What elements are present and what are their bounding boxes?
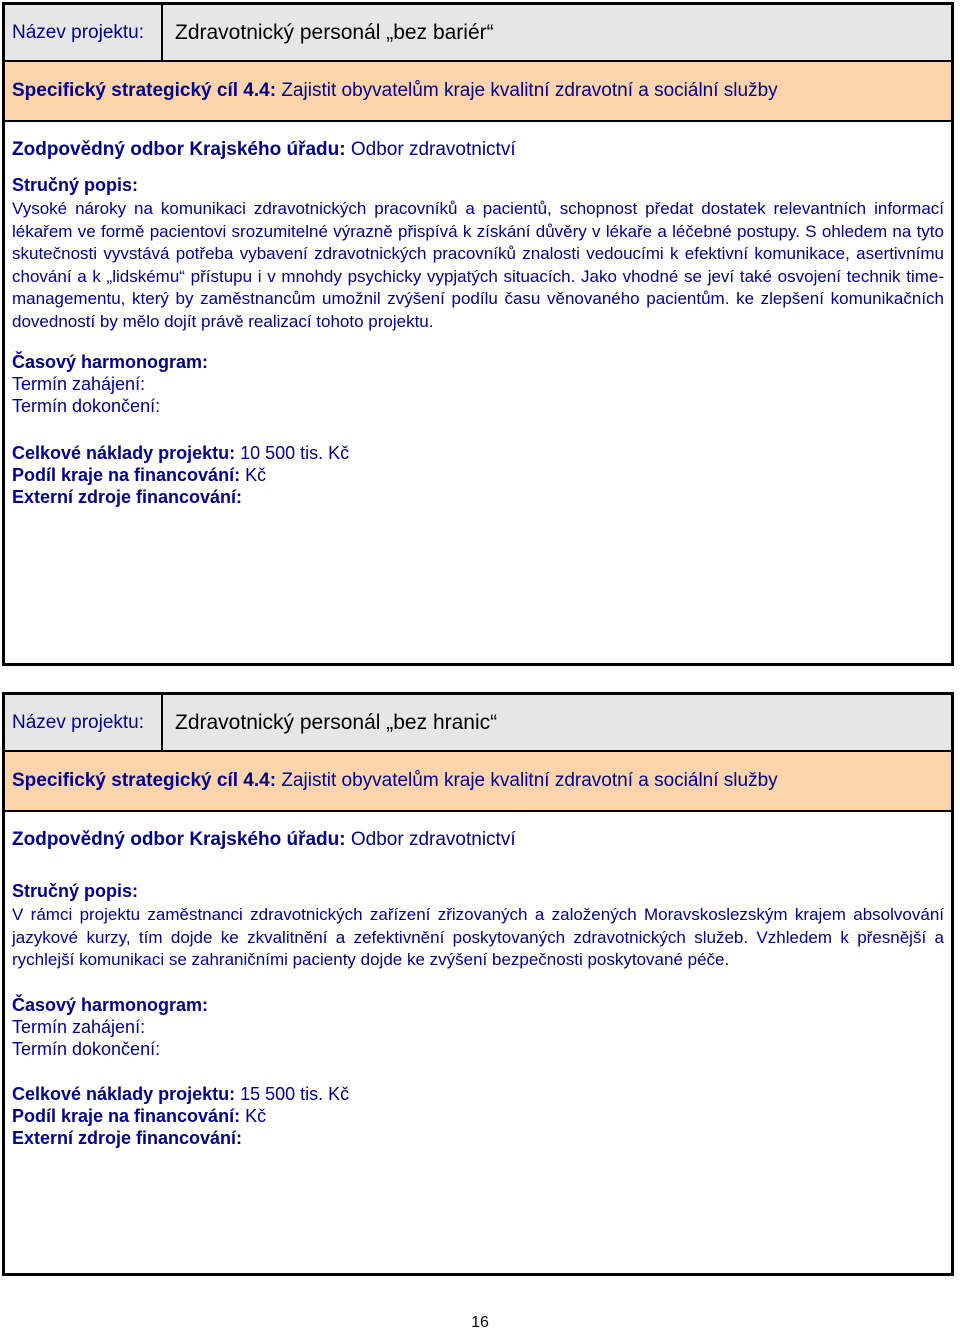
project-details (5, 139, 951, 508)
strategic-goal-key: Specifický strategický cíl 4.4: (12, 770, 277, 791)
region-share-line (12, 465, 944, 486)
external-funding-key: Externí zdroje financování: (12, 1127, 243, 1148)
department-value: Odbor zdravotnictví (350, 139, 516, 160)
total-cost-value: 10 500 tis. Kč (240, 443, 350, 463)
department-key: Zodpovědný odbor Krajského úřadu: (12, 829, 346, 850)
department-line (12, 829, 944, 851)
project-name-label: Název projektu: (5, 5, 163, 60)
strategic-goal-row (5, 62, 951, 122)
project-card-1 (2, 2, 954, 666)
department-line (12, 139, 944, 161)
schedule-label: Časový harmonogram: (12, 352, 209, 372)
project-name-value: Zdravotnický personál „bez bariér“ (175, 20, 494, 44)
region-share-key: Podíl kraje na financování: (12, 1105, 241, 1126)
start-date-label: Termín zahájení: (12, 1016, 146, 1037)
start-date-label: Termín zahájení: (12, 374, 146, 394)
total-cost-line (12, 1084, 944, 1105)
project-details (5, 829, 951, 1149)
region-share-value: Kč (245, 1105, 267, 1126)
project-name-value: Zdravotnický personál „bez hranic“ (175, 710, 498, 734)
department-value: Odbor zdravotnictví (350, 829, 516, 850)
strategic-goal-value: Zajistit obyvatelům kraje kvalitní zdravotní a sociální služby (281, 80, 778, 101)
strategic-goal-value: Zajistit obyvatelům kraje kvalitní zdravotní a sociální služby (281, 770, 778, 791)
project-card-2 (2, 692, 954, 1276)
region-share-line (12, 1106, 944, 1127)
description-text: Vysoké nároky na komunikaci zdravotnických pracovníků a pacientů, schopnost předat dostatek relevantních informací lékařem ve formě pacientovi srozumitelné výrazně přispívá k získání důvěry v lékaře a léčebné postupy. S ohledem na tyto skutečnosti vyvstává potřeba vybavení zdravotnických pracovníků znalosti vedoucími k efektivní komunikace, asertivnímu chování a k „lidskému“ přístupu i v mnohdy psychicky vypjatých situacích. Jako vhodné se jeví také osvojení technik time-managementu, který by zaměstnancům umožnil zvýšení podílu času věnovaného pacientům. ke zlepšení komunikačních dovedností by mělo dojít právě realizací tohoto projektu. (12, 199, 944, 331)
description-label: Stručný popis: (12, 175, 139, 195)
region-share-value: Kč (245, 465, 267, 485)
total-cost-key: Celkové náklady projektu: (12, 443, 236, 463)
page-number: 16 (471, 1314, 489, 1331)
project-name-row (5, 5, 951, 62)
region-share-key: Podíl kraje na financování: (12, 465, 241, 485)
total-cost-line (12, 443, 944, 464)
total-cost-value: 15 500 tis. Kč (240, 1083, 350, 1104)
department-key: Zodpovědný odbor Krajského úřadu: (12, 139, 346, 160)
project-name-label: Název projektu: (5, 695, 163, 750)
end-date-label: Termín dokončení: (12, 396, 161, 416)
project-name-row (5, 695, 951, 752)
external-funding-key: Externí zdroje financování: (12, 487, 243, 507)
description-text: V rámci projektu zaměstnanci zdravotnických zařízení zřizovaných a založených Moravskoslezským krajem absolvování jazykové kurzy, tím dojde ke zkvalitnění a zefektivnění poskytovaných zdravotnických služeb. Vzhledem k přesnější a rychlejší komunikaci se zahraničními pacienty dojde ke zvýšení bezpečnosti poskytované péče. (12, 905, 944, 969)
total-cost-key: Celkové náklady projektu: (12, 1083, 236, 1104)
strategic-goal-key: Specifický strategický cíl 4.4: (12, 80, 277, 101)
strategic-goal-row (5, 752, 951, 812)
end-date-label: Termín dokončení: (12, 1038, 161, 1059)
description-label: Stručný popis: (12, 881, 139, 901)
schedule-label: Časový harmonogram: (12, 994, 209, 1015)
